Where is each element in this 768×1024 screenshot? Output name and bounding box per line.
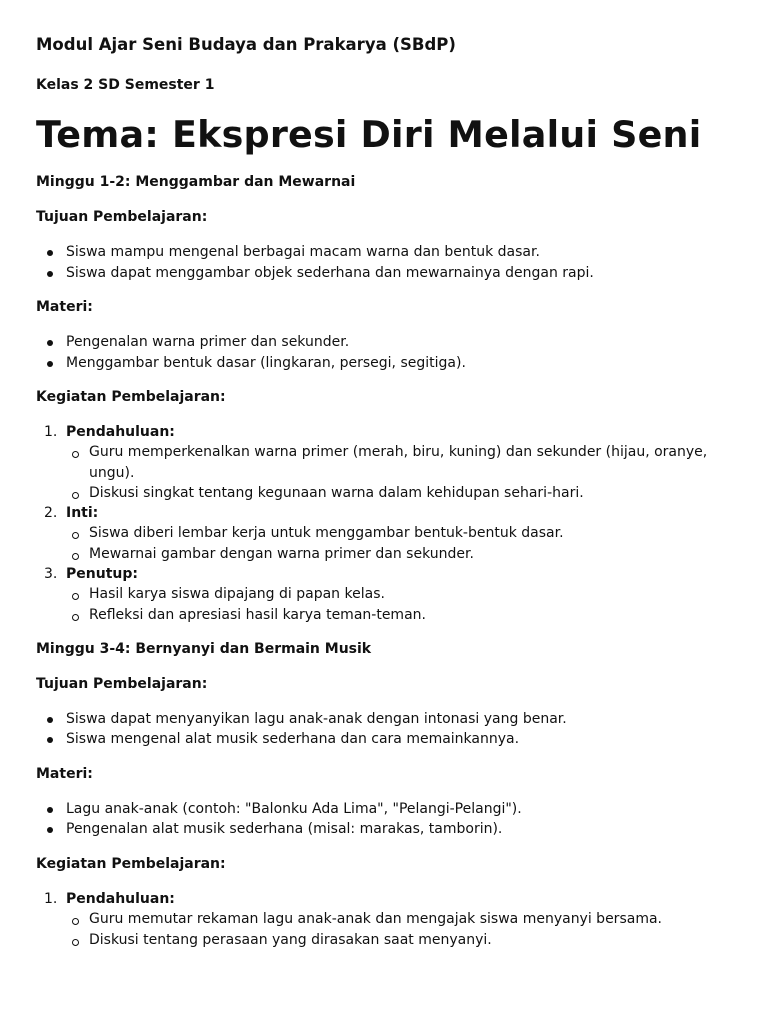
- list-item: Guru memperkenalkan warna primer (merah, biru, kuning) dan sekunder (hijau, oranye, ungu).: [89, 442, 732, 483]
- step-label: Pendahuluan:: [66, 890, 175, 907]
- list-item: Siswa mampu mengenal berbagai macam warna dan bentuk dasar.: [66, 242, 732, 263]
- activity-step: [44, 422, 732, 503]
- week-2-goals-heading: Tujuan Pembelajaran:: [36, 675, 208, 692]
- step-items: [66, 584, 732, 625]
- week-2-activities-heading: Kegiatan Pembelajaran:: [36, 855, 226, 872]
- list-item: Hasil karya siswa dipajang di papan kelas.: [89, 584, 732, 604]
- step-items: [66, 442, 732, 503]
- list-item: Mewarnai gambar dengan warna primer dan sekunder.: [89, 544, 732, 564]
- list-item: Siswa dapat menggambar objek sederhana dan mewarnainya dengan rapi.: [66, 263, 732, 284]
- step-label: Inti:: [66, 505, 99, 522]
- list-item: Siswa dapat menyanyikan lagu anak-anak dengan intonasi yang benar.: [66, 709, 732, 730]
- week-1-heading: Minggu 1-2: Menggambar dan Mewarnai: [36, 174, 356, 190]
- step-items: [66, 909, 732, 950]
- list-item: Menggambar bentuk dasar (lingkaran, persegi, segitiga).: [66, 353, 732, 374]
- step-label: Penutup:: [66, 566, 138, 583]
- week-2-goals-list: [36, 709, 732, 750]
- list-item: Guru memutar rekaman lagu anak-anak dan mengajak siswa menyanyi bersama.: [89, 909, 732, 929]
- week-1-activities-list: [36, 422, 732, 625]
- step-number: 1.: [44, 890, 58, 907]
- step-number: 2.: [44, 505, 58, 522]
- week-1-goals-list: [36, 242, 732, 283]
- week-2-section: [36, 639, 732, 950]
- week-2-activities-list: [36, 889, 732, 950]
- class-semester-label: Kelas 2 SD Semester 1: [36, 77, 215, 93]
- list-item: Siswa mengenal alat musik sederhana dan cara memainkannya.: [66, 729, 732, 750]
- week-1-activities-heading: Kegiatan Pembelajaran:: [36, 389, 226, 405]
- list-item: Diskusi tentang perasaan yang dirasakan saat menyanyi.: [89, 930, 732, 950]
- activity-step: [44, 564, 732, 625]
- activity-step: [44, 889, 732, 950]
- week-2-heading: Minggu 3-4: Bernyanyi dan Bermain Musik: [36, 640, 372, 657]
- list-item: Pengenalan warna primer dan sekunder.: [66, 332, 732, 353]
- list-item: Siswa diberi lembar kerja untuk menggambar bentuk-bentuk dasar.: [89, 523, 732, 543]
- week-2-material-list: [36, 799, 732, 840]
- list-item: Lagu anak-anak (contoh: "Balonku Ada Lima", "Pelangi-Pelangi").: [66, 799, 732, 820]
- week-2-material-heading: Materi:: [36, 765, 93, 782]
- list-item: Refleksi dan apresiasi hasil karya teman-teman.: [89, 605, 732, 625]
- theme-title: Tema: Ekspresi Diri Melalui Seni: [36, 113, 702, 156]
- list-item: Pengenalan alat musik sederhana (misal: marakas, tamborin).: [66, 819, 732, 840]
- document-title: Modul Ajar Seni Budaya dan Prakarya (SBdP): [36, 35, 456, 54]
- week-1-section: [36, 172, 732, 625]
- activity-step: [44, 503, 732, 564]
- week-1-material-heading: Materi:: [36, 299, 93, 315]
- step-items: [66, 523, 732, 564]
- list-item: Diskusi singkat tentang kegunaan warna dalam kehidupan sehari-hari.: [89, 483, 732, 503]
- step-label: Pendahuluan:: [66, 424, 175, 440]
- step-number: 3.: [44, 566, 58, 583]
- step-number: 1.: [44, 424, 58, 440]
- week-1-goals-heading: Tujuan Pembelajaran:: [36, 209, 208, 225]
- week-1-material-list: [36, 332, 732, 373]
